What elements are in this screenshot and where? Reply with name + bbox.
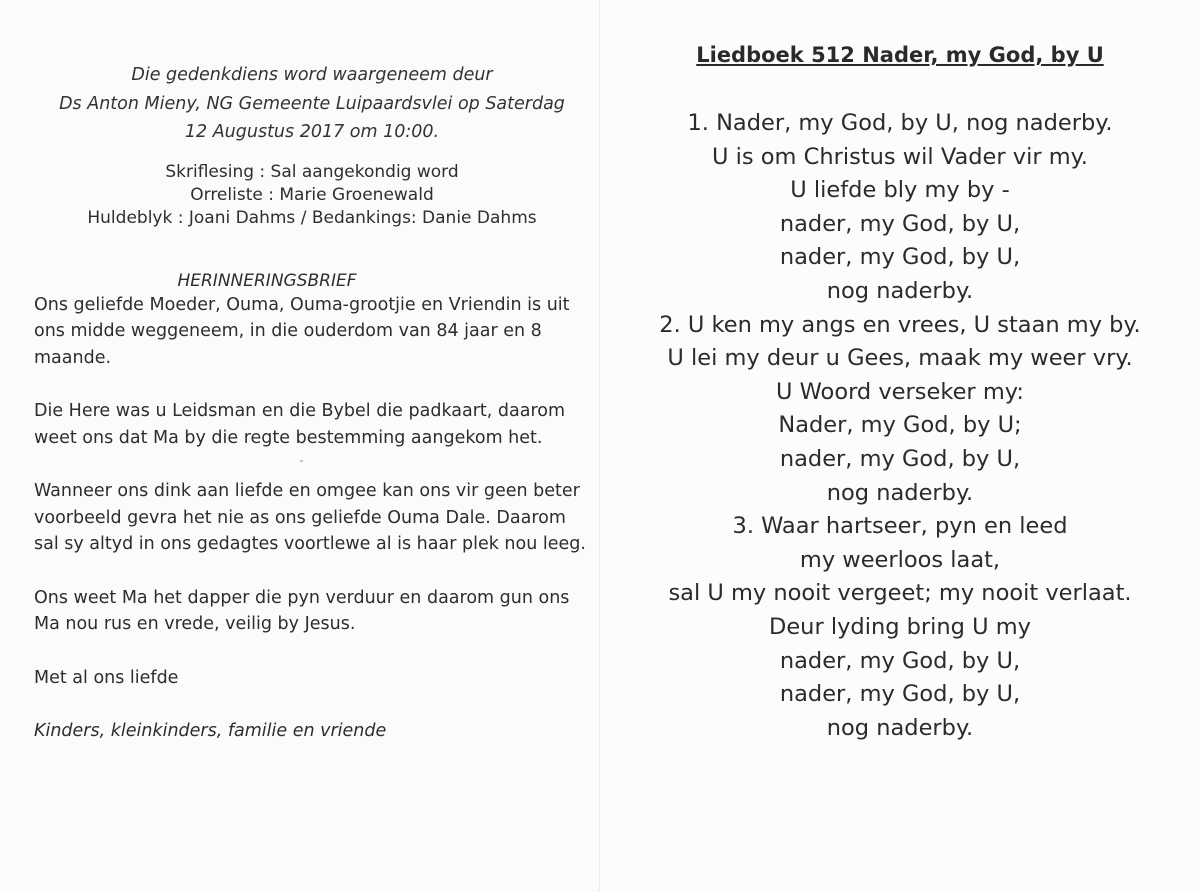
hymn-line: 3. Waar hartseer, pyn en leed — [732, 513, 1068, 540]
intro-line: 12 Augustus 2017 om 10:00. — [184, 122, 440, 142]
letter-heading: HERINNERINGSBRIEF — [177, 270, 357, 291]
hymn-line: sal U my nooit vergeet; my nooit verlaat. — [668, 580, 1132, 607]
intro-line: Ds Anton Mieny, NG Gemeente Luipaardsvlei op Saterdag — [59, 93, 565, 114]
hymn-line: 1. Nader, my God, by U, nog naderby. — [687, 110, 1113, 136]
organist: Orreliste : Marie Groenewald — [190, 184, 434, 205]
service-announcement — [34, 61, 590, 147]
letter-signoff: Kinders, kleinkinders, familie en vriende — [34, 721, 387, 741]
tribute-and-thanks: Huldeblyk : Joani Dahms / Bedankings: Danie Dahms — [87, 207, 537, 228]
letter-paragraph: Ons geliefde Moeder, Ouma, Ouma-grootjie en Vriendin is uit ons midde weggeneem, in die ouderdom van 84 jaar en 8 maande. — [34, 294, 570, 368]
hymn-line: my weerloos laat, — [799, 546, 1001, 573]
hymn-line: nog naderby. — [826, 479, 974, 506]
hymn-line: Deur lyding bring U my — [769, 613, 1031, 640]
service-details — [34, 161, 590, 230]
hymn-line: nader, my God, by U, — [779, 681, 1021, 708]
hymn-line: nog naderby. — [826, 714, 974, 741]
scripture-reading: Skriflesing : Sal aangekondig word — [165, 161, 459, 182]
letter-paragraph: Ons weet Ma het dapper die pyn verduur en daarom gun ons Ma nou rus en vrede, veilig by Jesus. — [34, 587, 570, 634]
hymn-line: nader, my God, by U, — [779, 244, 1021, 271]
memorial-letter — [34, 292, 590, 745]
hymn-line: U liefde bly my by - — [790, 177, 1010, 204]
hymn-line: nader, my God, by U, — [779, 445, 1021, 472]
right-page — [600, 0, 1200, 892]
hymn-line: U lei my deur u Gees, maak my weer vry. — [667, 345, 1133, 372]
hymn-line: 2. U ken my angs en vrees, U staan my by. — [659, 311, 1141, 338]
intro-line: Die gedenkdiens word waargeneem deur — [131, 65, 493, 85]
hymn-line: Nader, my God, by U; — [778, 412, 1022, 439]
left-page-content — [34, 61, 590, 745]
hymn-lyrics — [582, 107, 1200, 745]
letter-paragraph: Die Here was u Leidsman en die Bybel die padkaart, daarom weet ons dat Ma by die regte bestemming aangekom het. — [34, 401, 566, 448]
letter-closing: Met al ons liefde — [34, 667, 179, 688]
hymn-content — [582, 40, 1200, 745]
hymn-title: Liedboek 512 Nader, my God, by U — [696, 43, 1104, 67]
paper-speck — [300, 460, 303, 462]
letter-paragraph: Wanneer ons dink aan liefde en omgee kan ons vir geen beter voorbeeld gevra het nie as ons geliefde Ouma Dale. Daarom sal sy altyd in ons gedagtes voortlewe al is haar plek nou leeg. — [34, 481, 586, 554]
hymn-line: nader, my God, by U, — [779, 210, 1021, 237]
hymn-line: nader, my God, by U, — [779, 647, 1021, 674]
hymn-line: U Woord verseker my: — [776, 378, 1024, 405]
hymn-line: nog naderby. — [826, 277, 974, 304]
hymn-line: U is om Christus wil Vader vir my. — [712, 143, 1088, 170]
